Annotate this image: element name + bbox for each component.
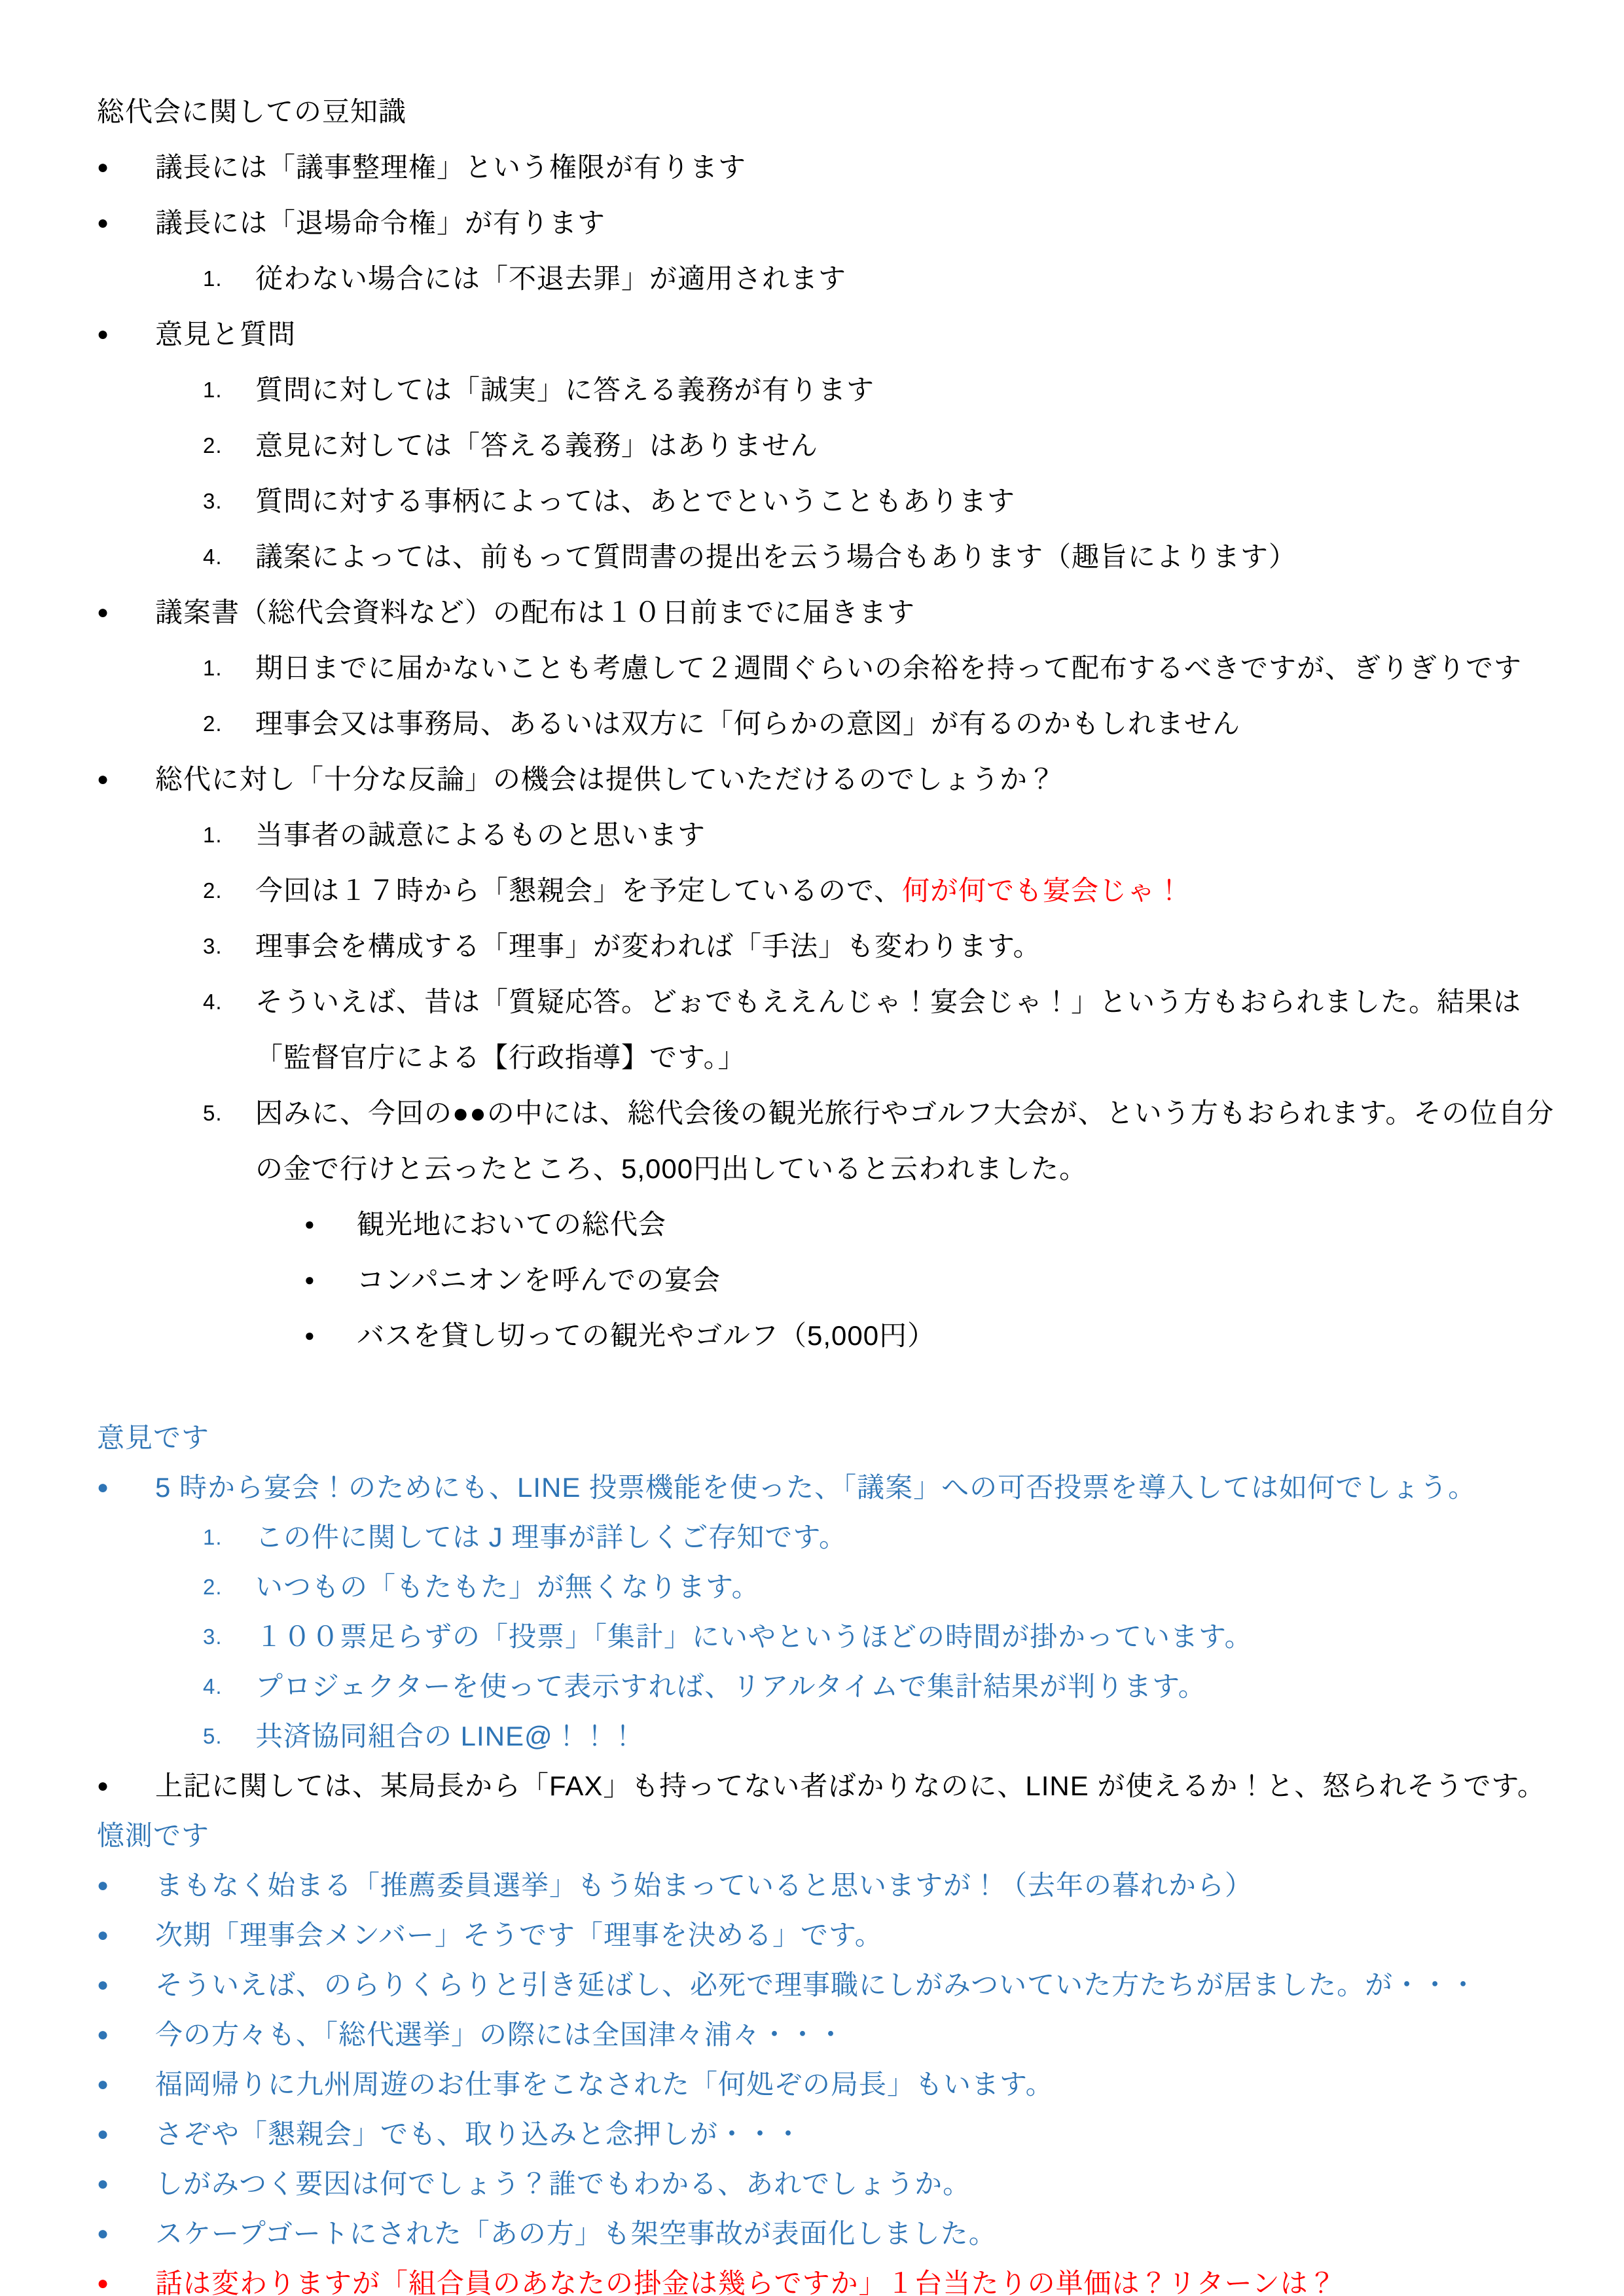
list-item xyxy=(0,1910,1562,1960)
item-number: 2. xyxy=(203,1575,223,1599)
item-text: 福岡帰りに九州周遊のお仕事をこなされた「何処ぞの局長」もいます。 xyxy=(155,2069,1054,2100)
item-text: 当事者の誠意によるものと思います xyxy=(255,819,706,850)
item-text: そういえば、昔は「質疑応答。どぉでもええんじゃ！宴会じゃ！」という方もおられました。結果は「監督官庁による【行政指導】です。」 xyxy=(255,986,1522,1073)
list-item xyxy=(0,418,1562,473)
item-text: 議案によっては、前もって質問書の提出を云う場合もあります（趣旨によります） xyxy=(255,541,1297,572)
bullet-icon: ● xyxy=(97,1924,110,1946)
list-item xyxy=(0,529,1562,584)
item-number: 5. xyxy=(203,1724,223,1748)
trivia-section xyxy=(0,84,1562,1363)
item-number: 3. xyxy=(203,934,223,958)
list-item xyxy=(0,807,1562,863)
list-item xyxy=(0,1196,1562,1252)
list-item xyxy=(0,1085,1562,1196)
item-text: 理事会又は事務局、あるいは双方に「何らかの意図」が有るのかもしれません xyxy=(255,708,1241,739)
item-text: 意見に対しては「答える義務」はありません xyxy=(255,430,819,461)
list-item xyxy=(0,2010,1562,2060)
item-text: 理事会を構成する「理事」が変われば「手法」も変わります。 xyxy=(255,931,1041,961)
list-item xyxy=(0,1662,1562,1712)
opinion-speculation-section xyxy=(0,1413,1562,2296)
list-item xyxy=(0,751,1562,807)
item-text: しがみつく要因は何でしょう？誰でもわかる、あれでしょうか。 xyxy=(155,2168,971,2199)
item-text: 質問に対しては「誠実」に答える義務が有ります xyxy=(255,374,875,405)
list-item xyxy=(0,139,1562,195)
item-number: 1. xyxy=(203,1525,223,1549)
bullet-icon: ● xyxy=(97,2223,110,2244)
bullet-icon: ● xyxy=(97,156,110,178)
list-item xyxy=(0,1861,1562,1910)
item-text-red: 何が何でも宴会じゃ！ xyxy=(902,875,1184,906)
item-number: 3. xyxy=(203,489,223,513)
list-item xyxy=(0,918,1562,974)
bullet-icon: ● xyxy=(304,1270,316,1289)
item-number: 4. xyxy=(203,545,223,569)
bullet-icon: ● xyxy=(97,1974,110,1996)
item-text: コンパニオンを呼んでの宴会 xyxy=(357,1265,721,1295)
list-item xyxy=(0,2060,1562,2109)
item-text: 今の方々も、「総代選挙」の際には全国津々浦々・・・ xyxy=(155,2019,846,2050)
list-item xyxy=(0,1761,1562,1811)
item-text: 意見と質問 xyxy=(155,319,297,350)
list-item xyxy=(0,2259,1562,2296)
list-item xyxy=(0,195,1562,251)
bullet-icon: ● xyxy=(97,2123,110,2145)
item-text: 話は変わりますが「組合員のあなたの掛金は幾らですか」１台当たりの単価は？リターンは？ xyxy=(155,2268,1337,2296)
item-text: 観光地においての総代会 xyxy=(357,1209,667,1240)
bullet-icon: ● xyxy=(97,2073,110,2095)
bullet-icon: ● xyxy=(97,323,110,345)
list-item xyxy=(0,863,1562,918)
bullet-icon: ● xyxy=(97,2173,110,2195)
bullet-icon: ● xyxy=(97,1874,110,1896)
list-item xyxy=(0,1960,1562,2010)
item-text: プロジェクターを使って表示すれば、リアルタイムで集計結果が判ります。 xyxy=(255,1671,1206,1702)
bullet-icon: ● xyxy=(304,1214,316,1234)
item-text: 上記に関しては、某局長から「FAX」も持ってない者ばかりなのに、LINE が使えるか！と、怒られそうです。 xyxy=(155,1770,1546,1801)
list-item xyxy=(0,1308,1562,1363)
item-number: 3. xyxy=(203,1624,223,1649)
list-item xyxy=(0,696,1562,751)
item-number: 1. xyxy=(203,378,223,402)
list-item xyxy=(0,1712,1562,1761)
bullet-icon: ● xyxy=(97,212,110,234)
list-item xyxy=(0,1513,1562,1562)
item-text: まもなく始まる「推薦委員選挙」もう始まっていると思いますが！（去年の暮れから） xyxy=(155,1870,1254,1901)
bullet-icon: ● xyxy=(97,2272,110,2294)
item-number: 4. xyxy=(203,990,223,1014)
item-number: 2. xyxy=(203,711,223,736)
item-number: 1. xyxy=(203,823,223,847)
heading-text: 憶測です xyxy=(97,1820,210,1851)
bullet-icon: ● xyxy=(304,1325,316,1345)
list-item xyxy=(0,974,1562,1085)
list-item xyxy=(0,640,1562,696)
heading-text: 意見です xyxy=(97,1422,210,1453)
list-item xyxy=(0,1562,1562,1612)
list-item xyxy=(0,1612,1562,1662)
item-text: 次期「理事会メンバー」そうです「理事を決める」です。 xyxy=(155,1920,883,1950)
section-heading-speculation xyxy=(0,1811,1562,1861)
item-text: 議長には「退場命令権」が有ります xyxy=(155,207,606,238)
section-heading-opinion xyxy=(0,1413,1562,1463)
doc-title xyxy=(0,84,1562,139)
item-text: 共済協同組合の LINE@！！！ xyxy=(255,1721,638,1751)
item-number: 2. xyxy=(203,878,223,903)
item-text-black: 今回は１７時から「懇親会」を予定しているので、 xyxy=(255,875,903,906)
item-number: 1. xyxy=(203,266,223,291)
list-item xyxy=(0,251,1562,306)
item-text: 因みに、今回の●●の中には、総代会後の観光旅行やゴルフ大会が、という方もおられます。その位自分の金で行けと云ったところ、5,000円出していると云われました。 xyxy=(255,1098,1555,1184)
item-text: 議長には「議事整理権」という権限が有ります xyxy=(155,152,747,183)
item-text: 5 時から宴会！のためにも、LINE 投票機能を使った、「議案」への可否投票を導入しては如何でしょう。 xyxy=(155,1472,1477,1503)
bullet-icon: ● xyxy=(97,1477,110,1498)
item-text: そういえば、のらりくらりと引き延ばし、必死で理事職にしがみついていた方たちが居ました。が・・・ xyxy=(155,1969,1478,2000)
list-item xyxy=(0,2159,1562,2209)
item-text xyxy=(255,863,1562,918)
list-item xyxy=(0,1463,1562,1513)
bullet-icon: ● xyxy=(97,601,110,623)
item-number: 4. xyxy=(203,1674,223,1698)
item-number: 1. xyxy=(203,656,223,680)
list-item xyxy=(0,473,1562,529)
doc-title-text: 総代会に関しての豆知識 xyxy=(97,96,407,127)
item-text: 質問に対する事柄によっては、あとでということもあります xyxy=(255,486,1016,516)
list-item xyxy=(0,2109,1562,2159)
list-item xyxy=(0,306,1562,362)
item-text: いつもの「もたもた」が無くなります。 xyxy=(255,1571,760,1602)
item-text: 期日までに届かないことも考慮して２週間ぐらいの余裕を持って配布するべきですが、ぎりぎりです xyxy=(255,653,1523,683)
bullet-icon: ● xyxy=(97,1775,110,1797)
list-item xyxy=(0,2209,1562,2259)
item-text: バスを貸し切っての観光やゴルフ（5,000円） xyxy=(357,1320,936,1351)
item-number: 2. xyxy=(203,433,223,457)
item-text: スケープゴートにされた「あの方」も架空事故が表面化しました。 xyxy=(155,2218,997,2249)
list-item xyxy=(0,584,1562,640)
list-item xyxy=(0,362,1562,418)
bullet-icon: ● xyxy=(97,768,110,790)
item-number: 5. xyxy=(203,1101,223,1125)
list-item xyxy=(0,1252,1562,1308)
item-text: 総代に対し「十分な反論」の機会は提供していただけるのでしょうか？ xyxy=(155,764,1056,795)
item-text: １００票足らずの「投票」「集計」にいやというほどの時間が掛かっています。 xyxy=(255,1621,1253,1652)
item-text: 従わない場合には「不退去罪」が適用されます xyxy=(255,263,847,294)
bullet-icon: ● xyxy=(97,2024,110,2045)
item-text: さぞや「懇親会」でも、取り込みと念押しが・・・ xyxy=(155,2119,803,2149)
item-text: 議案書（総代会資料など）の配布は１０日前までに届きます xyxy=(155,597,916,628)
item-text: この件に関しては J 理事が詳しくご存知です。 xyxy=(255,1522,847,1552)
